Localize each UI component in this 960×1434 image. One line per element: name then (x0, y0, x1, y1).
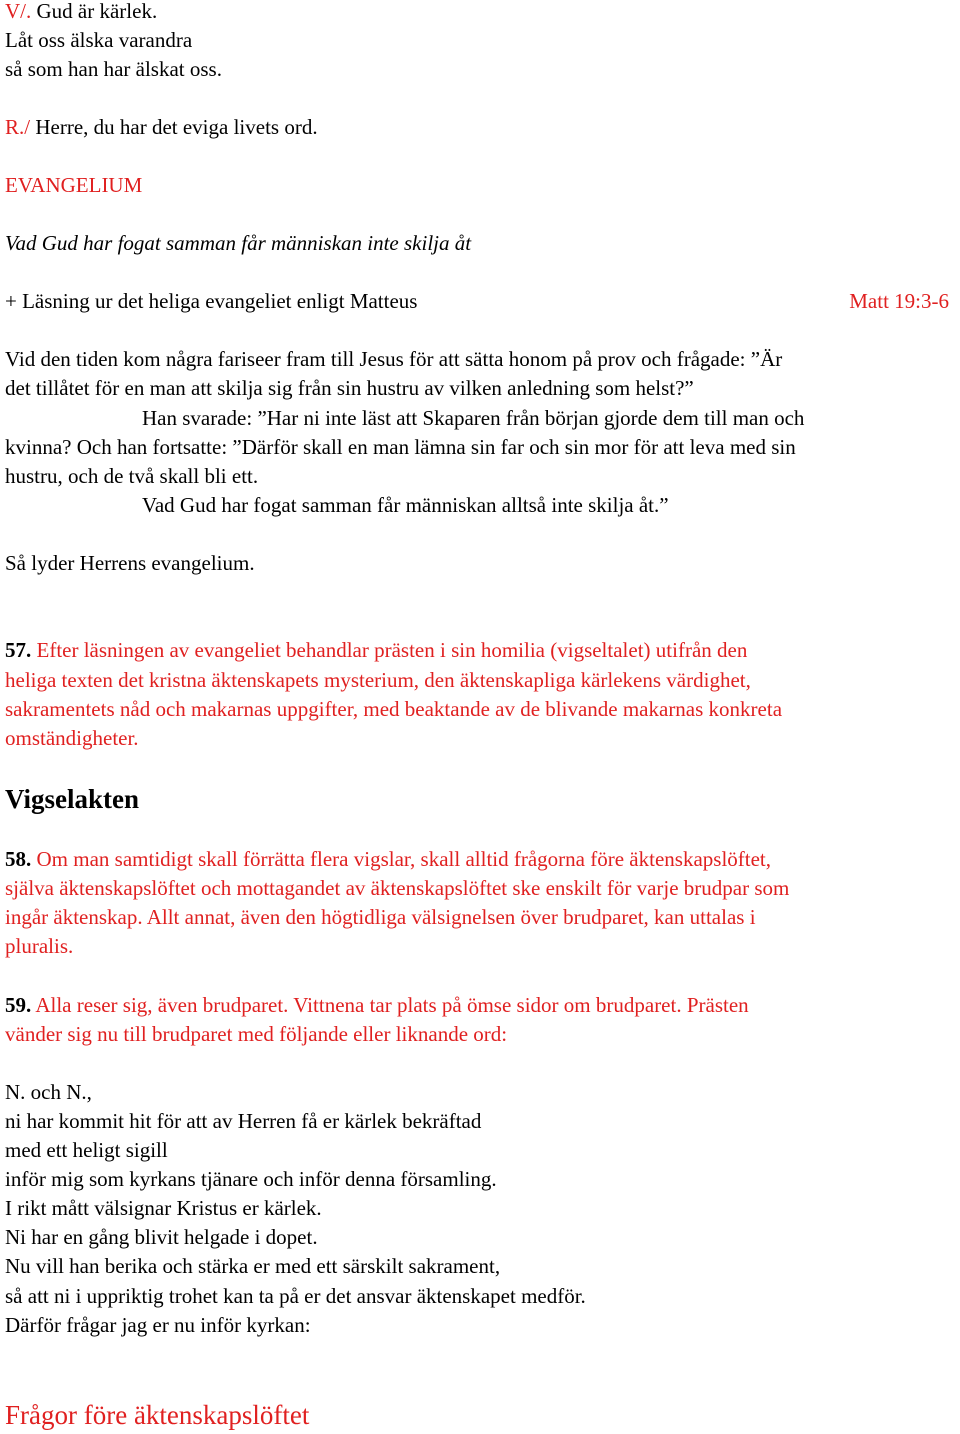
address-line-2: ni har kommit hit för att av Herren få er kärlek bekräftad (5, 1109, 482, 1133)
rubric-59-line-1: 59. Alla reser sig, även brudparet. Vittnena tar plats på ömse sidor om brudparet. Prästen (5, 993, 749, 1017)
address-line-1: N. och N., (5, 1080, 92, 1104)
rubric-58-number: 58. (5, 847, 32, 871)
address-line-5: I rikt mått välsignar Kristus er kärlek. (5, 1196, 322, 1220)
gospel-intro: + Läsning ur det heliga evangeliet enligt Matteus (5, 289, 418, 313)
address-line-8: så att ni i uppriktig trohet kan ta på er det ansvar äktenskapet medför. (5, 1284, 586, 1308)
address-line-7: Nu vill han berika och stärka er med ett särskilt sakrament, (5, 1254, 501, 1278)
rubric-58-line-2: själva äktenskapslöftet och mottagandet av äktenskapslöftet ske enskilt för varje brudpar som (5, 876, 790, 900)
gospel-closing: Så lyder Herrens evangelium. (5, 551, 255, 575)
rubric-58-line-1: 58. Om man samtidigt skall förrätta flera vigslar, skall alltid frågorna före äktenskapslöftet, (5, 847, 772, 871)
psalm-verse-line-2: Låt oss älska varandra (5, 28, 193, 52)
rubric-57-line-2: heliga texten det kristna äktenskapets mysterium, den äktenskapliga kärlekens värdighet, (5, 668, 751, 692)
rubric-57-line-4: omständigheter. (5, 726, 139, 750)
address-line-3: med ett heligt sigill (5, 1138, 168, 1162)
rubric-57-line-1: 57. Efter läsningen av evangeliet behandlar prästen i sin homilia (vigseltalet) utifrån den (5, 638, 748, 662)
rubric-59-line-2: vänder sig nu till brudparet med följande eller liknande ord: (5, 1022, 508, 1046)
rubric-58-line-4: pluralis. (5, 934, 74, 958)
rubric-59-number: 59. (5, 993, 32, 1017)
gospel-reference: Matt 19:3-6 (849, 289, 949, 313)
section-heading: Vigselakten (5, 784, 139, 814)
next-section-heading: Frågor före äktenskapslöftet (5, 1400, 310, 1430)
address-line-6: Ni har en gång blivit helgade i dopet. (5, 1225, 318, 1249)
gospel-line-5: hustru, och de två skall bli ett. (5, 464, 259, 488)
gospel-heading: EVANGELIUM (5, 173, 143, 197)
rubric-58-line-3: ingår äktenskap. Allt annat, även den högtidliga välsignelsen över brudparet, kan uttalas i (5, 905, 756, 929)
rubric-57-number: 57. (5, 638, 32, 662)
gospel-line-2: det tillåtet för en man att skilja sig från sin hustru av vilken anledning som helst?” (5, 376, 694, 400)
verse-marker: V/. (5, 0, 32, 23)
psalm-response: R./ Herre, du har det eviga livets ord. (5, 115, 318, 139)
gospel-line-3: Han svarade: ”Har ni inte läst att Skaparen från början gjorde dem till man och (142, 406, 805, 430)
psalm-verse-line-1: V/. Gud är kärlek. (5, 0, 158, 23)
gospel-line-6: Vad Gud har fogat samman får människan alltså inte skilja åt.” (142, 493, 669, 517)
rubric-57-line-3: sakramentets nåd och makarnas uppgifter, med beaktande av de blivande makarnas konkreta (5, 697, 783, 721)
response-marker: R./ (5, 115, 31, 139)
gospel-subtitle: Vad Gud har fogat samman får människan inte skilja åt (5, 231, 472, 255)
gospel-line-4: kvinna? Och han fortsatte: ”Därför skall en man lämna sin far och sin mor för att leva med sin (5, 435, 796, 459)
address-line-4: inför mig som kyrkans tjänare och inför denna församling. (5, 1167, 497, 1191)
address-line-9: Därför frågar jag er nu inför kyrkan: (5, 1313, 311, 1337)
gospel-line-1: Vid den tiden kom några fariseer fram till Jesus för att sätta honom på prov och frågade: ”Är (5, 347, 783, 371)
psalm-verse-line-3: så som han har älskat oss. (5, 57, 222, 81)
